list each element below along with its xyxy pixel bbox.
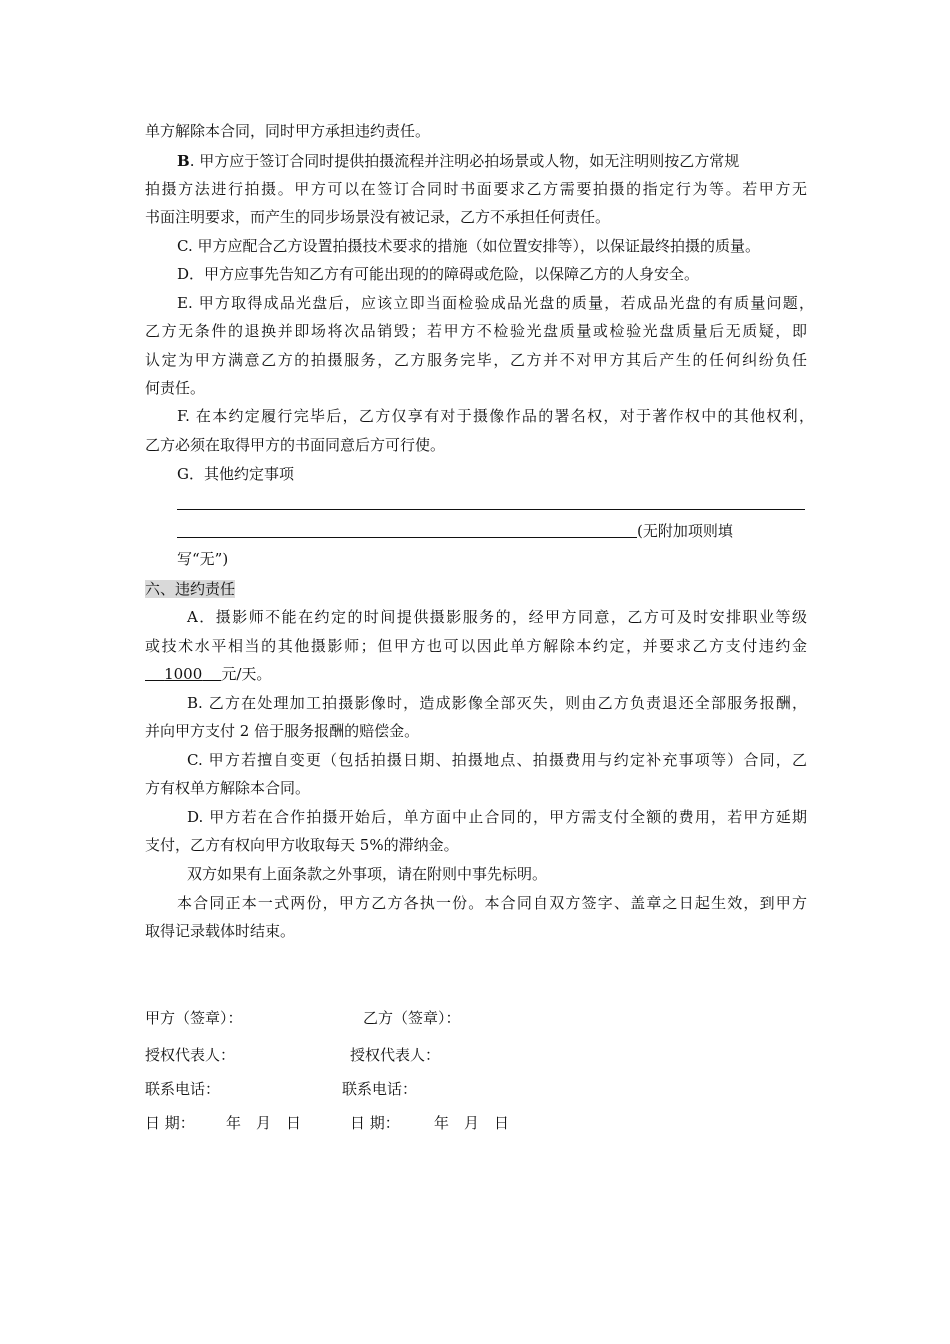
party-b-rep: 授权代表人： bbox=[350, 1046, 441, 1064]
clause-text: 或技术水平相当的其他摄影师；但甲方也可以因此单方解除本约定，并要求乙方支付违约金 bbox=[145, 637, 807, 655]
closing-text: 本合同正本一式两份，甲方乙方各执一份。本合同自双方签字、盖章之日起生效，到甲方 bbox=[177, 894, 807, 912]
closing-text: 取得记录载体时结束。 bbox=[145, 922, 296, 940]
clause-text: 支付，乙方有权向甲方收取每天 5%的滞纳金。 bbox=[145, 836, 459, 854]
party-b-seal: 乙方（签章）： bbox=[363, 1009, 461, 1027]
extra-terms: 双方如果有上面条款之外事项，请在附则中事先标明。 bbox=[187, 865, 548, 883]
clause-b-label: B bbox=[177, 152, 190, 170]
clause-text: 书面注明要求，而产生的同步场景没有被记录，乙方不承担任何责任。 bbox=[145, 208, 611, 226]
party-b-phone: 联系电话： bbox=[342, 1080, 418, 1098]
clause-g: G．其他约定事项 bbox=[177, 465, 294, 483]
party-a-date: 年 月 日 bbox=[226, 1114, 302, 1132]
party-b-date-label: 日 期： bbox=[350, 1114, 400, 1132]
clause-text: . 甲方应于签订合同时提供拍摄流程并注明必拍场景或人物，如无注明则按乙方常规 bbox=[189, 152, 740, 170]
party-b-date: 年 月 日 bbox=[434, 1114, 510, 1132]
party-a-seal: 甲方（签章）： bbox=[145, 1009, 243, 1027]
clause-e: E. 甲方取得成品光盘后，应该立即当面检验成品光盘的质量，若成品光盘的有质量问题， bbox=[177, 294, 814, 312]
party-a-rep: 授权代表人： bbox=[145, 1046, 236, 1064]
clause-text: 方有权单方解除本合同。 bbox=[145, 779, 311, 797]
clause-g-note: (无附加项则填 bbox=[637, 522, 733, 540]
clause-g-note: 写“无”) bbox=[177, 550, 229, 568]
clause-text: 乙方必须在取得甲方的书面同意后方可行使。 bbox=[145, 436, 446, 454]
clause-text: 何责任。 bbox=[145, 379, 206, 397]
clause-b bbox=[177, 150, 820, 172]
clause-text: 乙方无条件的退换并即场将次品销毁；若甲方不检验光盘质量或检验光盘质量后无质疑，即 bbox=[145, 322, 807, 340]
clause-text: 拍摄方法进行拍摄。甲方可以在签订合同时书面要求乙方需要拍摄的指定行为等。若甲方无 bbox=[145, 180, 807, 198]
penalty-a: A．摄影师不能在约定的时间提供摄影服务的，经甲方同意，乙方可及时安排职业等级 bbox=[187, 608, 807, 626]
fill-in-line bbox=[177, 537, 637, 538]
clause-d: D．甲方应事先告知乙方有可能出现的的障碍或危险，以保障乙方的人身安全。 bbox=[177, 265, 700, 283]
fill-in-line bbox=[177, 509, 805, 510]
clause-c: C. 甲方应配合乙方设置拍摄技术要求的措施（如位置安排等），以保证最终拍摄的质量。 bbox=[177, 237, 760, 255]
penalty-amount-value: 1000 bbox=[164, 665, 203, 683]
clause-f: F. 在本约定履行完毕后，乙方仅享有对于摄像作品的署名权，对于著作权中的其他权利， bbox=[177, 407, 814, 425]
penalty-d: D. 甲方若在合作拍摄开始后，单方面中止合同的，甲方需支付全额的费用，若甲方延期 bbox=[187, 808, 807, 826]
penalty-unit: 元/天。 bbox=[221, 665, 272, 683]
penalty-amount bbox=[145, 665, 221, 683]
section-6-title: 六、违约责任 bbox=[145, 580, 236, 598]
penalty-amount-line bbox=[145, 663, 820, 685]
penalty-b: B. 乙方在处理加工拍摄影像时，造成影像全部灭失，则由乙方负责退还全部服务报酬， bbox=[187, 694, 807, 712]
party-a-phone: 联系电话： bbox=[145, 1080, 221, 1098]
party-a-date-label: 日 期： bbox=[145, 1114, 195, 1132]
section-title bbox=[145, 578, 235, 600]
clause-text: 并向甲方支付 2 倍于服务报酬的赔偿金。 bbox=[145, 722, 420, 740]
clause-text: 认定为甲方满意乙方的拍摄服务，乙方服务完毕，乙方并不对甲方其后产生的任何纠纷负任 bbox=[145, 351, 807, 369]
clause-text: 单方解除本合同，同时甲方承担违约责任。 bbox=[145, 122, 431, 140]
penalty-c: C. 甲方若擅自变更（包括拍摄日期、拍摄地点、拍摄费用与约定补充事项等）合同，乙 bbox=[187, 751, 807, 769]
